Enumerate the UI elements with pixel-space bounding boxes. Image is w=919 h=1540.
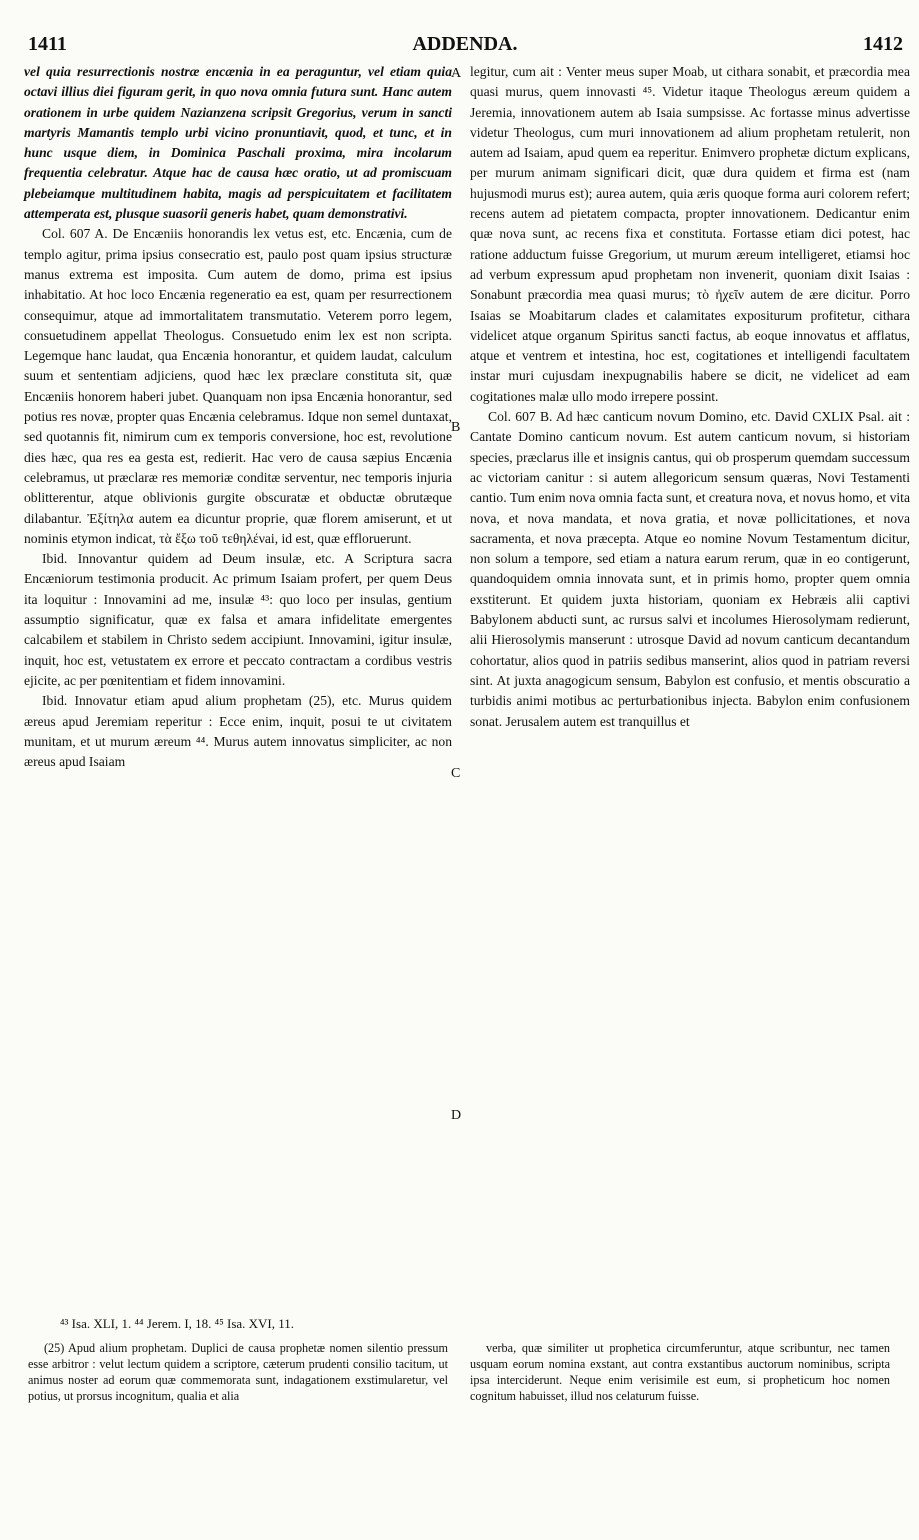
margin-marker-b: B [451,420,461,435]
running-header [28,33,903,59]
note-right [470,1340,890,1404]
left-column [24,62,452,772]
note-left [28,1340,448,1404]
right-page-number: 1412 [863,33,903,55]
paragraph: vel quia resurrectionis nostræ encænia in ea peraguntur, vel etiam quia octavi illius diei figuram gerit, in quo nova omnia futura sunt. Hanc autem orationem in urbe quidem Nazianzena scripsit Gregorius, verum in sancti martyris Mamantis templo urbi vicino pronuntiavit, quod, et tunc, et in hunc usque diem, in Dominica Paschali proxima, mira incolarum frequentia celebratur. Atque hac de causa hæc oratio, ut ad promiscuam plebeiamque multitudinem habita, magis ad perspicuitatem et facilitatem attemperata est, plusque suasorii generis habet, quam demonstrativi. [24,64,452,222]
footnote-references: ⁴³ Isa. XLI, 1. ⁴⁴ Jerem. I, 18. ⁴⁵ Isa. XVI, 11. [60,1316,295,1331]
note-text: verba, quæ similiter ut prophetica circumferuntur, atque scribuntur, nec tamen usquam eorum nomina exstant, aut contra exstantibus auctorum nominibus, scripta ipsa interciderunt. Neque enim verisimile est eum, si propheticum hoc nomen cognitum habuisset, illud nos celaturum fuisse. [470,1341,890,1403]
margin-marker-c: C [451,766,461,781]
paragraph: Ibid. Innovatur etiam apud alium prophetam (25), etc. Murus quidem æreus apud Jeremiam reperitur : Ecce enim, inquit, posui te ut civitatem munitam, et ut murum æreum ⁴⁴. Murus autem innovatus simpliciter, ac non æreus apud Isaiam [24,693,452,770]
running-title: ADDENDA. [412,33,518,55]
note-text: (25) Apud alium prophetam. Duplici de causa prophetæ nomen silentio pressum esse arbitror : velut lectum quidem a scriptore, cæterum prudenti consilio tacitum, ut animus noster ad eorum quæ commemorata sunt, indagationem exstimularetur, vel potius, ut prorsus incognitum, qualia et alia [28,1341,448,1403]
paragraph: Col. 607 A. De Encæniis honorandis lex vetus est, etc. Encænia, cum de templo agitur, prima ipsius consecratio est, paulo post quam ipsius structuræ manus extrema est imposita. Cum autem de domo, prima est ipsius inhabitatio. At hoc loco Encænia regeneratio ea est, quam per resurrectionem consequimur, atque ad immortalitatem transmutatio. Veterem porro legem, consuetudinem appellat Theologus. Consuetudo enim lex est non scripta. Legemque hanc laudat, qua Encænia honorantur, et quidem laudat, calculum suum et sententiam adjiciens, quod hæc lex præclare constituta sit, quæ Encæniis honorem haberi jubet. Quanquam non ipsa Encænia honorantur, sed potius res novæ, propter quas Encænia celebramus. Idque non semel duntaxat, sed quotannis fit, nimirum cum ex temporis conversione, hoc est, revolutione dies hæc, qua res ea gesta est, redierit. Hac vero de causa sæpius Encænia celebramus, ut præclaræ res memoriæ conditæ serventur, nec temporis injuria oblitterentur, atque oblivionis gurgite obscuratæ et obductæ obrutæque dilabantur. Ἐξίτηλα autem ea dicuntur proprie, quæ florem amiserunt, et ut nominis etymon indicat, τὰ ἔξω τοῦ τεθηλένai, id est, quæ effloruerunt. [24,226,452,546]
margin-marker-d: D [451,1108,462,1123]
right-column [470,62,910,732]
paragraph: Ibid. Innovantur quidem ad Deum insulæ, etc. A Scriptura sacra Encæniorum testimonia producit. Ac primum Isaiam profert, per quem Deus ita loquitur : Innovamini ad me, insulæ ⁴³: quo loco per insulas, gentium assumptio significatur, quæ ex falsa et amara infidelitate emergentes calcabilem et stabilem in Christo sedem accipiunt. Innovamini, igitur insulæ, inquit, hoc est, vetustatem ex errore et peccato contractam a cordibus vestris ejicite, ac per pœnitentiam et fidem innovamini. [24,551,452,688]
paragraph: legitur, cum ait : Venter meus super Moab, ut cithara sonabit, et præcordia mea quasi murus, quem innovasti ⁴⁵. Videtur itaque Theologus æreum quidem a Jeremia, innovationem autem ab Isaia sumpsisse. Ac fortasse minus advertisse videtur Theologus, cum muri innovationem ad alium prophetam retulerit, non autem ad Isaiam, apud quem ea reperitur. Enimvero prophetæ dictum explicans, per murum animam significari dicit, quæ dura quidem et firma est (nam hujusmodi murus est); aurea autem, quia æris quoque forma auri colorem refert; recens autem ad pietatem compacta, propter innovationem. Dedicantur enim quæ nova sunt, ac recens fixa et constituta. Fortasse etiam dici potest, hac ratione adductum fuisse Gregorium, ut murum æreum intelligeret, etiamsi hoc ad verbum expressum apud prophetam non invenerit, quoniam dixit Isaias : Sonabunt præcordia mea quasi murus; τὸ ἠχεῖν autem de ære dicitur. Porro Isaias se Moabitarum clades et calamitates expositurum profitetur, cithara videlicet atque organum Spiritus sancti factus, ab eoque innovatus et afflatus, atque et ventrem et intestina, hoc est, cogitationes et intelligendi facultatem instar muri cujusdam inexpugnabilis habere se dicit, ne videlicet ad eam cogitationes malæ ullo modo irrepere possint. [470,64,910,404]
margin-marker-a: A [451,66,462,81]
paragraph: Col. 607 B. Ad hæc canticum novum Domino, etc. David CXLIX Psal. ait : Cantate Domino canticum novum. Est autem canticum novum, si historiam species, præclarus ille et insignis cantus, qui ob prosperum quemdam successum ac victoriam canitur : si autem allegoricum sensum quæras, Novi Testamenti cantio. Tum enim nova omnia facta sunt, et creatura nova, et novus homo, et vita nova, et nova mandata, et nova gratia, et novæ pollicitationes, et nova sacramenta, et nova præcepta. Atque eo nomine Novum Testamentum dicitur, non solum a tempore, sed etiam a natura earum rerum, quæ in eo contigerunt, quandoquidem omnia innovata sunt, et in primis homo, propter quem omnia exstiterunt. Et quidem juxta historiam, quoniam ex Hebræis alii captivi Babylonem abducti sunt, ac rursus salvi et incolumes Hierosolymam redierunt, alii Hierosolymis manserunt : utrosque David ad novum canticum decantandum cohortatur, alios quod in patriis sedibus manserint, alios quod in patriam reversi sint. At juxta anagogicum sensum, Babylon est confusio, et mentis obscuratio a turbidis animi motibus ac perturbationibus injecta. Babylon enim confusionem sonat. Jerusalem autem est tranquillus et [470,409,910,729]
left-page-number: 1411 [28,33,67,55]
